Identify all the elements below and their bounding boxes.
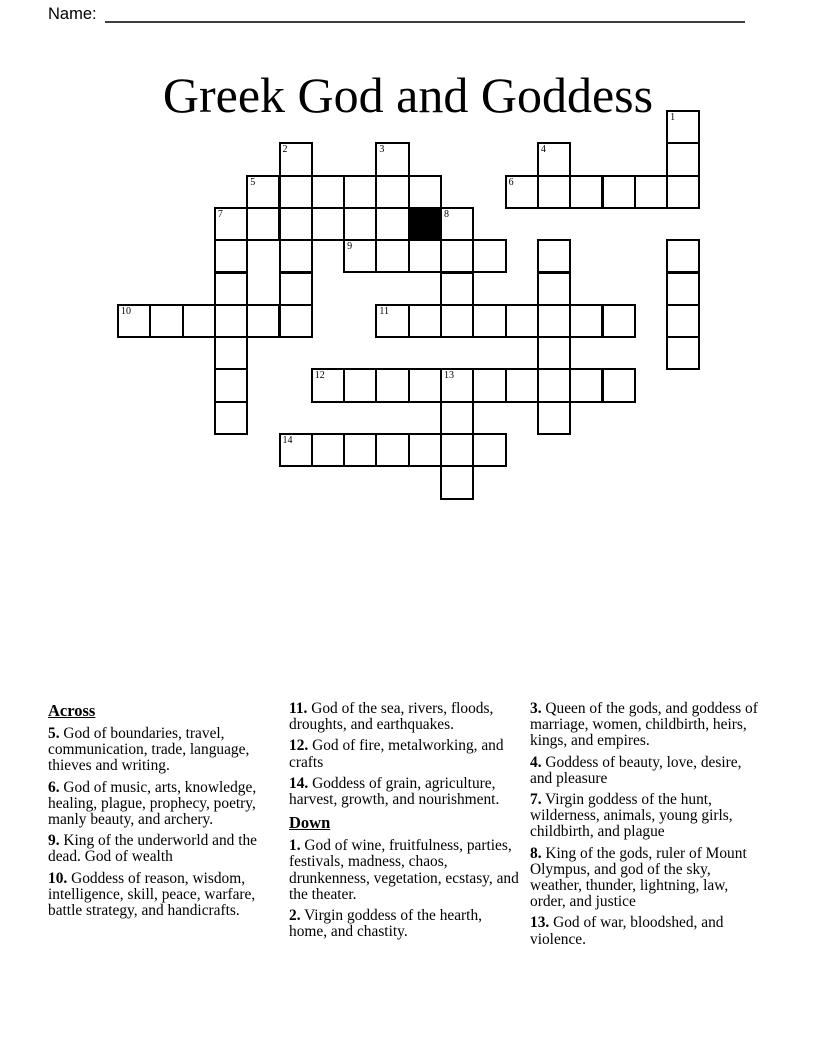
grid-cell	[505, 368, 539, 402]
grid-cell	[408, 433, 442, 467]
grid-cell	[505, 304, 539, 338]
name-label: Name:	[48, 5, 97, 23]
grid-cell	[279, 142, 313, 176]
grid-cell	[666, 272, 700, 306]
clue-item: 5. God of boundaries, travel, communication, trade, language, thieves and writing.	[48, 725, 250, 775]
cell-number: 13	[444, 370, 454, 382]
grid-cell	[666, 110, 700, 144]
grid-cell	[408, 368, 442, 402]
grid-cell	[440, 465, 474, 499]
clue-number: 11.	[289, 700, 308, 717]
grid-cell	[375, 239, 409, 273]
grid-cell	[602, 368, 636, 402]
cell-number: 6	[508, 176, 514, 188]
grid-cell	[537, 239, 571, 273]
clue-number: 6.	[48, 778, 60, 796]
clue-number: 8.	[530, 844, 542, 862]
cell-number: 14	[282, 435, 293, 446]
clue-number: 7.	[530, 791, 542, 809]
grid-cell	[537, 304, 571, 338]
clue-item: 8. King of the gods, ruler of Mount Olympus, and god of the sky, weather, thunder, lightning, law, order, and justice	[530, 844, 747, 911]
clue-item: 13. God of war, bloodshed, and violence.	[530, 914, 724, 948]
clue-item: 9. King of the underworld and the dead. God of wealth	[48, 832, 258, 866]
grid-cell	[634, 175, 668, 209]
grid-cell	[375, 433, 409, 467]
crossword-grid	[117, 110, 717, 510]
clue-item: 3. Queen of the gods, and goddess of marriage, women, childbirth, heirs, kings, and empires.	[530, 700, 758, 750]
cell-number: 1	[670, 112, 676, 123]
grid-cell	[472, 433, 506, 467]
clue-item: 12. God of fire, metalworking, and crafts	[289, 737, 504, 771]
grid-cell	[375, 175, 409, 209]
grid-cell	[343, 368, 377, 402]
grid-cell	[279, 433, 313, 467]
cell-number: 2	[282, 144, 288, 156]
grid-cell	[343, 433, 377, 467]
grid-cell	[537, 175, 571, 209]
grid-cell	[472, 368, 506, 402]
grid-cell	[666, 175, 700, 209]
cell-number: 8	[444, 208, 449, 220]
grid-cell	[440, 433, 474, 467]
cell-number: 9	[347, 241, 353, 253]
grid-cell	[408, 239, 442, 273]
grid-cell	[602, 304, 636, 338]
grid-cell	[505, 175, 539, 209]
clue-number: 1.	[289, 837, 301, 855]
grid-cell	[440, 272, 474, 306]
grid-cell	[375, 368, 409, 402]
clue-number: 10.	[48, 869, 68, 887]
clue-column	[48, 701, 278, 953]
cell-number: 5	[250, 176, 256, 188]
grid-cell	[408, 175, 442, 209]
clue-number: 12.	[289, 737, 309, 755]
clue-number: 5.	[48, 725, 60, 742]
grid-cell	[279, 175, 313, 209]
grid-cell	[537, 142, 571, 176]
clue-item: 2. Virgin goddess of the hearth, home, and chastity.	[289, 907, 483, 941]
grid-cell	[279, 207, 313, 241]
grid-cell	[311, 433, 345, 467]
grid-cell	[537, 272, 571, 306]
grid-cell	[246, 304, 280, 338]
clue-number: 4.	[530, 753, 542, 771]
grid-cell	[569, 304, 603, 338]
clue-number: 3.	[530, 700, 542, 717]
clue-item: 7. Virgin goddess of the hunt, wilderness, animals, young girls, childbirth, and plague	[530, 791, 733, 841]
grid-cell	[214, 207, 248, 241]
grid-cell	[537, 401, 571, 435]
clue-number: 2.	[289, 907, 301, 925]
clue-item: 11. God of the sea, rivers, floods, droughts, and earthquakes.	[289, 700, 494, 734]
grid-cell	[311, 175, 345, 209]
grid-cell	[472, 239, 506, 273]
clue-item: 4. Goddess of beauty, love, desire, and pleasure	[530, 753, 742, 787]
clues-across-header: Across	[48, 701, 96, 720]
grid-cell	[214, 336, 248, 370]
grid-cell	[440, 304, 474, 338]
grid-cell	[279, 304, 313, 338]
grid-cell	[440, 239, 474, 273]
clue-item: 14. Goddess of grain, agriculture, harvest, growth, and nourishment.	[289, 774, 500, 809]
grid-cell	[343, 175, 377, 209]
cell-number: 11	[379, 305, 390, 317]
clue-number: 14.	[289, 774, 309, 792]
grid-cell	[666, 239, 700, 273]
grid-cell	[279, 272, 313, 306]
grid-cell	[149, 304, 183, 338]
clue-column	[530, 701, 760, 953]
cell-number: 4	[540, 144, 546, 156]
clues-section	[48, 701, 768, 953]
grid-cell	[472, 304, 506, 338]
grid-cell	[311, 368, 345, 402]
grid-cell	[246, 207, 280, 241]
grid-cell	[246, 175, 280, 209]
clue-item: 6. God of music, arts, knowledge, healing, plague, prophecy, poetry, manly beauty, and archery.	[48, 778, 257, 829]
grid-cell	[117, 304, 151, 338]
name-blank-line	[105, 5, 745, 23]
grid-cell	[537, 336, 571, 370]
clues-down-header: Down	[289, 813, 331, 833]
clue-column	[289, 701, 519, 953]
name-row	[48, 5, 745, 23]
grid-cell	[440, 401, 474, 435]
clue-number: 9.	[48, 832, 60, 850]
grid-cell	[666, 336, 700, 370]
grid-cell	[666, 304, 700, 338]
grid-cell	[440, 368, 474, 402]
grid-cell	[440, 207, 474, 241]
grid-cell	[375, 142, 409, 176]
grid-cell	[602, 175, 636, 209]
cell-number: 7	[217, 208, 223, 220]
grid-cell	[569, 175, 603, 209]
clue-item: 10. Goddess of reason, wisdom, intelligence, skill, peace, warfare, battle strategy, and handicrafts.	[48, 869, 256, 920]
grid-cell	[214, 239, 248, 273]
grid-cell-black	[408, 207, 442, 241]
grid-cell	[408, 304, 442, 338]
clue-number: 13.	[530, 914, 550, 932]
cell-number: 3	[379, 144, 385, 156]
cell-number: 10	[121, 305, 131, 317]
grid-cell	[375, 207, 409, 241]
grid-cell	[666, 142, 700, 176]
page-title: Greek God and Goddess	[162, 66, 654, 123]
grid-cell	[375, 304, 409, 338]
grid-cell	[279, 239, 313, 273]
grid-cell	[537, 368, 571, 402]
cell-number: 12	[314, 370, 325, 382]
grid-cell	[569, 368, 603, 402]
grid-cell	[182, 304, 216, 338]
grid-cell	[343, 207, 377, 241]
grid-cell	[214, 401, 248, 435]
grid-cell	[214, 368, 248, 402]
grid-cell	[214, 272, 248, 306]
grid-cell	[311, 207, 345, 241]
clue-item: 1. God of wine, fruitfulness, parties, festivals, madness, chaos, drunkenness, vegetation, ecstasy, and the theater.	[289, 837, 519, 903]
grid-cell	[214, 304, 248, 338]
grid-cell	[343, 239, 377, 273]
